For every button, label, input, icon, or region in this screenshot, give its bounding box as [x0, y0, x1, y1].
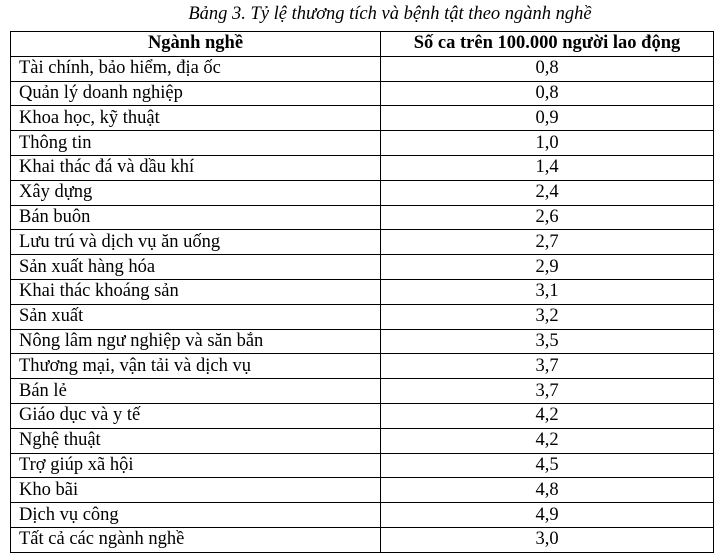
table-row	[11, 453, 714, 478]
table-row	[11, 503, 714, 528]
table-caption: Bảng 3. Tỷ lệ thương tích và bệnh tật theo ngành nghề	[188, 4, 592, 24]
cases-value-cell: 2,6	[381, 205, 714, 230]
sector-name-cell: Nghệ thuật	[11, 428, 381, 453]
sector-name-cell: Tất cả các ngành nghề	[11, 527, 381, 552]
header-cases: Số ca trên 100.000 người lao động	[381, 32, 714, 57]
sector-name-cell: Kho bãi	[11, 478, 381, 503]
cases-value-cell: 3,5	[381, 329, 714, 354]
cases-value-cell: 1,0	[381, 131, 714, 156]
table-row	[11, 131, 714, 156]
cases-value-cell: 2,7	[381, 230, 714, 255]
sector-name-cell: Bán buôn	[11, 205, 381, 230]
cases-value-cell: 1,4	[381, 155, 714, 180]
table-row	[11, 279, 714, 304]
table-row	[11, 403, 714, 428]
cases-value-cell: 0,8	[381, 81, 714, 106]
table-row	[11, 255, 714, 280]
table-row	[11, 106, 714, 131]
sector-name-cell: Sản xuất hàng hóa	[11, 255, 381, 280]
cases-value-cell: 2,4	[381, 180, 714, 205]
table-row	[11, 180, 714, 205]
cases-value-cell: 3,7	[381, 379, 714, 404]
table-row	[11, 205, 714, 230]
table-row	[11, 230, 714, 255]
cases-value-cell: 4,5	[381, 453, 714, 478]
table-row	[11, 478, 714, 503]
cases-value-cell: 3,0	[381, 527, 714, 552]
sector-name-cell: Bán lẻ	[11, 379, 381, 404]
sector-name-cell: Quản lý doanh nghiệp	[11, 81, 381, 106]
cases-value-cell: 4,9	[381, 503, 714, 528]
cases-value-cell: 2,9	[381, 255, 714, 280]
injury-rate-table	[10, 31, 714, 553]
table-row	[11, 304, 714, 329]
table-body	[11, 56, 714, 552]
sector-name-cell: Khai thác đá và dầu khí	[11, 155, 381, 180]
sector-name-cell: Thương mại, vận tải và dịch vụ	[11, 354, 381, 379]
sector-name-cell: Dịch vụ công	[11, 503, 381, 528]
cases-value-cell: 3,2	[381, 304, 714, 329]
table-row	[11, 155, 714, 180]
sector-name-cell: Lưu trú và dịch vụ ăn uống	[11, 230, 381, 255]
sector-name-cell: Thông tin	[11, 131, 381, 156]
table-row	[11, 527, 714, 552]
sector-name-cell: Xây dựng	[11, 180, 381, 205]
table-row	[11, 329, 714, 354]
table-row	[11, 56, 714, 81]
table-header-row	[11, 32, 714, 57]
table-row	[11, 379, 714, 404]
table-row	[11, 428, 714, 453]
header-sector: Ngành nghề	[11, 32, 381, 57]
cases-value-cell: 0,8	[381, 56, 714, 81]
sector-name-cell: Khai thác khoáng sản	[11, 279, 381, 304]
cases-value-cell: 4,2	[381, 403, 714, 428]
cases-value-cell: 3,1	[381, 279, 714, 304]
sector-name-cell: Giáo dục và y tế	[11, 403, 381, 428]
table-row	[11, 354, 714, 379]
sector-name-cell: Tài chính, bảo hiểm, địa ốc	[11, 56, 381, 81]
sector-name-cell: Nông lâm ngư nghiệp và săn bắn	[11, 329, 381, 354]
cases-value-cell: 4,2	[381, 428, 714, 453]
sector-name-cell: Trợ giúp xã hội	[11, 453, 381, 478]
cases-value-cell: 4,8	[381, 478, 714, 503]
cases-value-cell: 0,9	[381, 106, 714, 131]
sector-name-cell: Khoa học, kỹ thuật	[11, 106, 381, 131]
table-row	[11, 81, 714, 106]
sector-name-cell: Sản xuất	[11, 304, 381, 329]
cases-value-cell: 3,7	[381, 354, 714, 379]
